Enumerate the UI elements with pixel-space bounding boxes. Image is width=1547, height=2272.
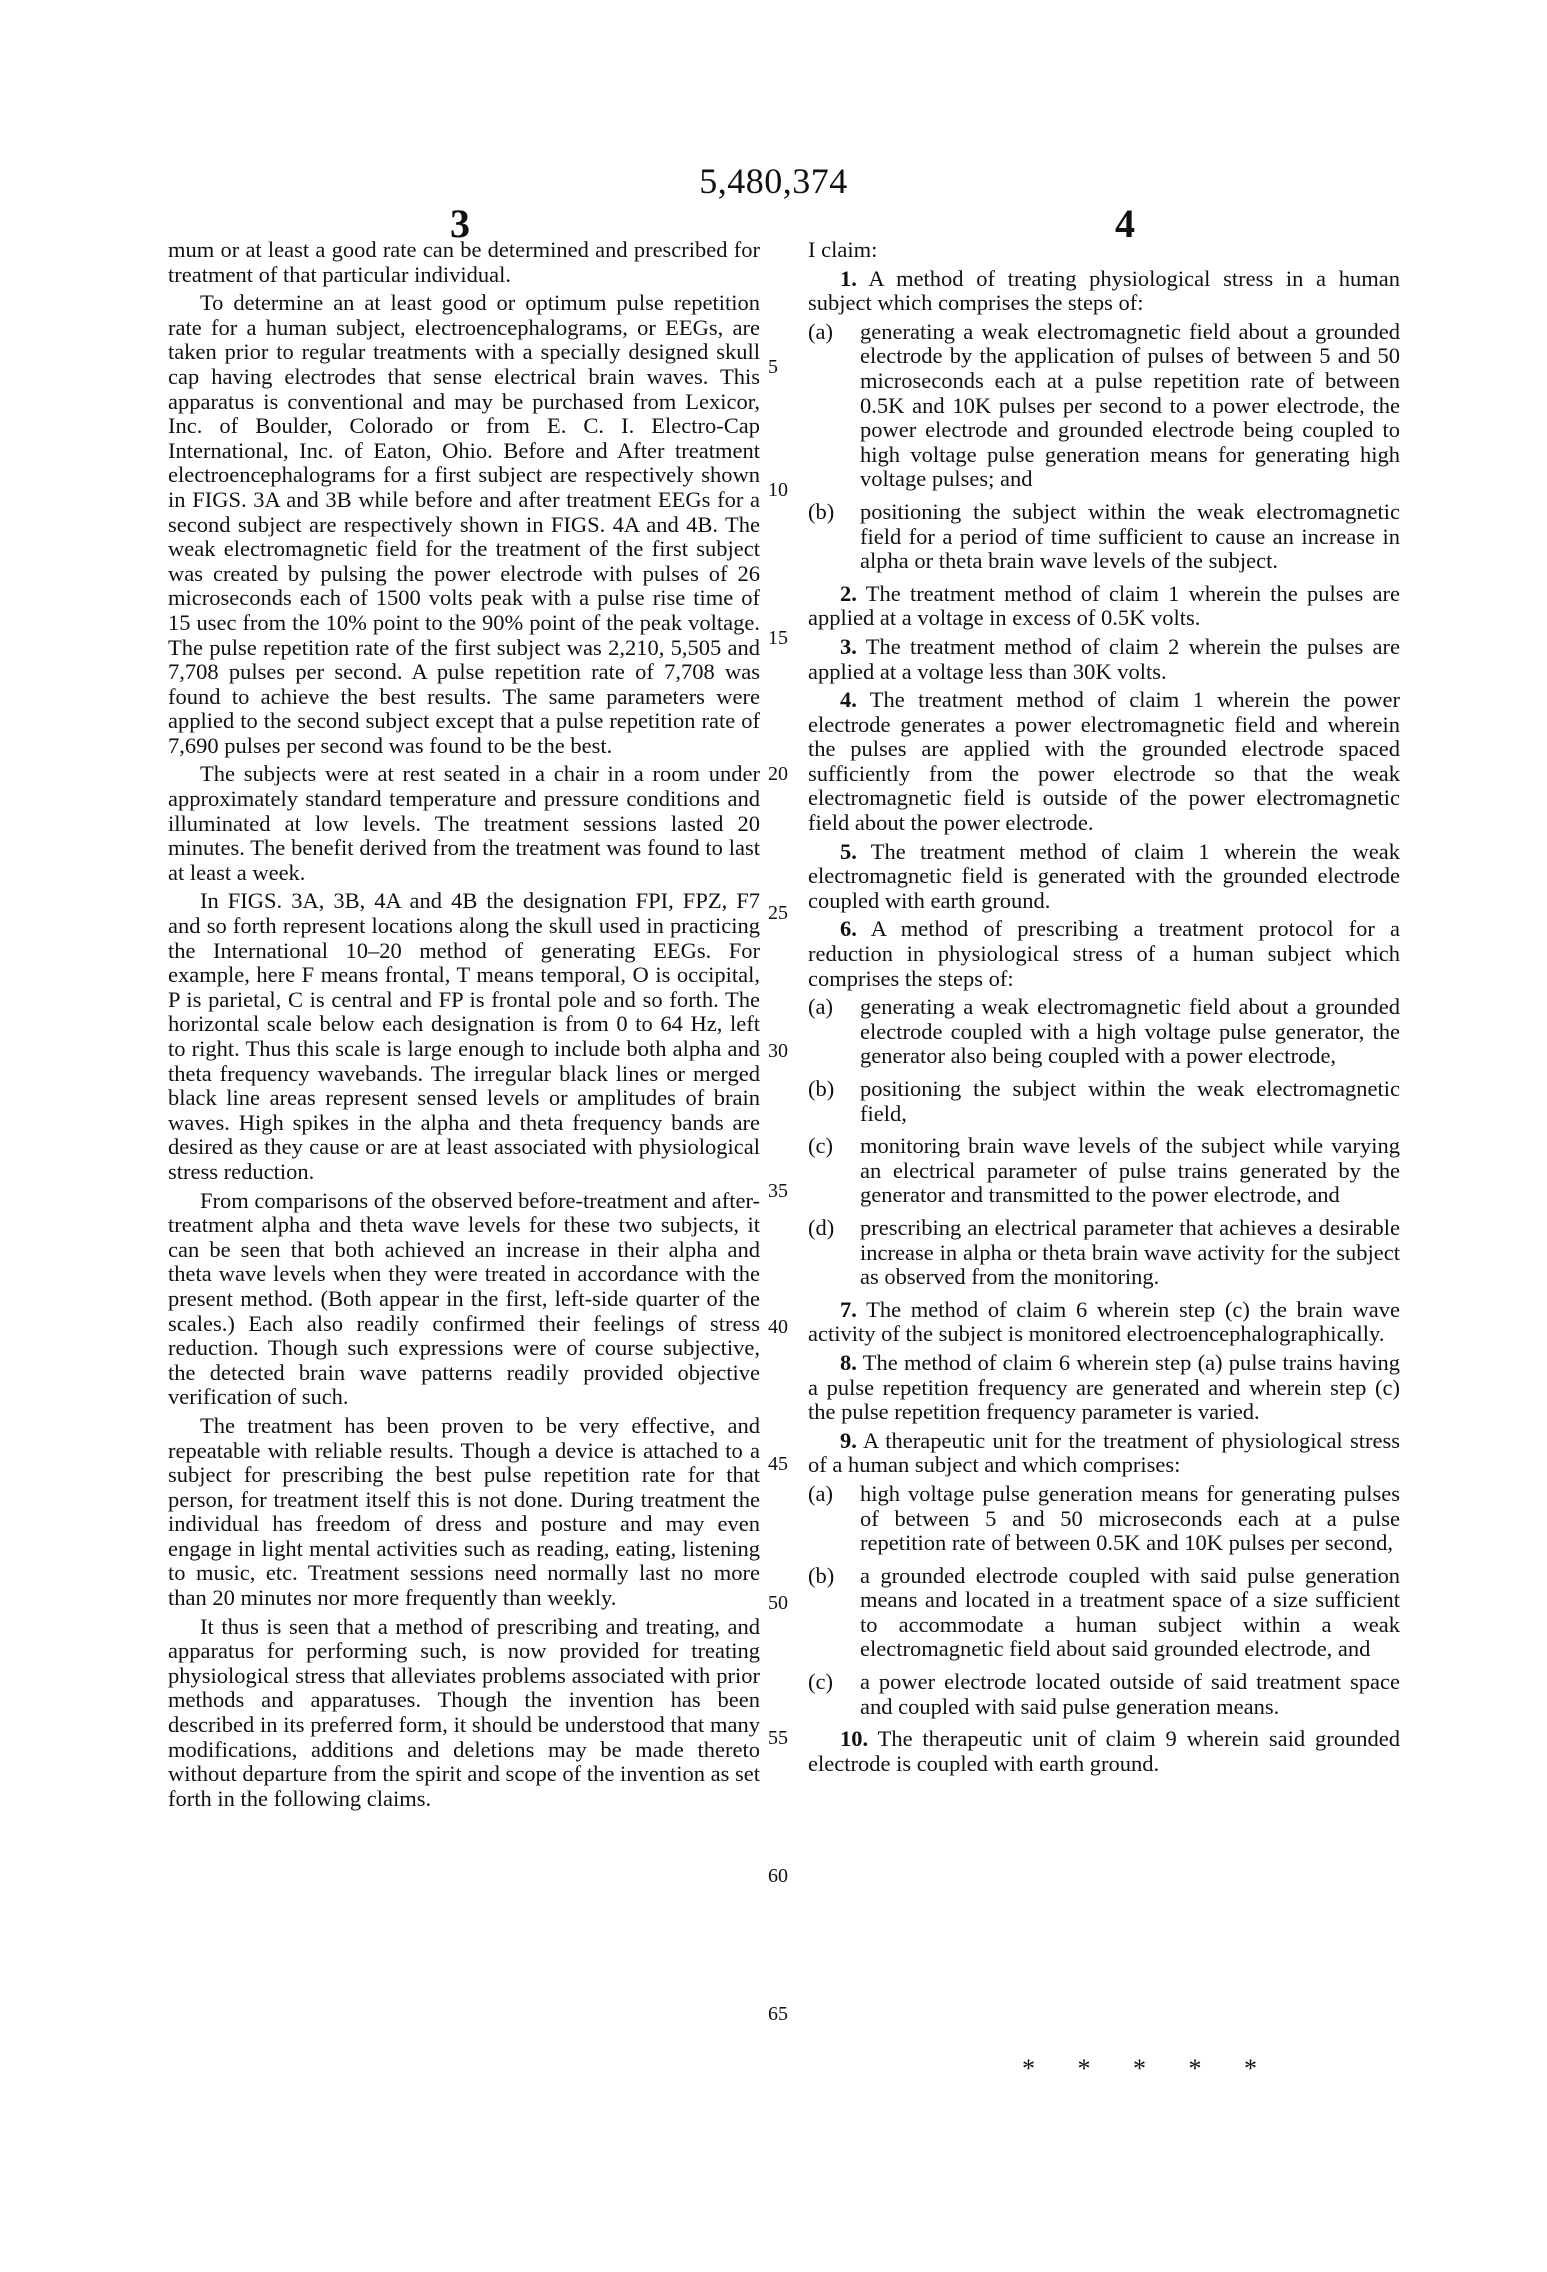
patent-number: 5,480,374	[699, 161, 848, 201]
claim-step	[808, 1482, 1400, 1556]
claim	[808, 267, 1400, 316]
claims-intro: I claim:	[808, 237, 878, 262]
line-number: 45	[768, 1453, 788, 1475]
line-number: 25	[768, 902, 788, 924]
step-text: generating a weak electromagnetic field about a grounded electrode by the application of pulses of between 5 and 50 microseconds each at a pulse repetition rate of between 0.5K and 10K pulses per second to a power electrode, the power electrode and grounded electrode being coupled to high voltage pulse generation means for generating high voltage pulses; and	[860, 318, 1400, 492]
line-number: 65	[768, 2003, 788, 2025]
paragraph: The subjects were at rest seated in a chair in a room under approximately standard temperature and pressure conditions and illuminated at low levels. The treatment sessions lasted 20 minutes. The benefit derived from the treatment was found to last at least a week.	[168, 761, 760, 885]
paragraph: It thus is seen that a method of prescribing and treating, and apparatus for performing such, is now provided for treating physiological stress that alleviates problems associated with prior methods and apparatuses. Though the invention has been described in its preferred form, it should be understood that many modifications, additions and deletions may be made thereto without departure from the spirit and scope of the invention as set forth in the following claims.	[168, 1613, 760, 1811]
claim-text: The method of claim 6 wherein step (c) the brain wave activity of the subject is monitored electroencephalographically.	[808, 1296, 1400, 1347]
step-text: a grounded electrode coupled with said pulse generation means and located in a treatment space of a size sufficient to accommodate a human subject within a weak electromagnetic field about said grounded electrode, and	[860, 1562, 1400, 1662]
claim	[808, 582, 1400, 631]
line-number: 55	[768, 1727, 788, 1749]
paragraph: The treatment has been proven to be very effective, and repeatable with reliable results. Though a device is attached to a subject for prescribing the best pulse repetition rate for that person, for treatment itself this is not done. During treatment the individual has freedom of dress and posture and may even engage in light mental activities such as reading, eating, listening to music, etc. Treatment sessions need normally last no more than 20 minutes nor more frequently than weekly.	[168, 1412, 760, 1611]
step-label: (b)	[808, 1076, 835, 1101]
step-text: prescribing an electrical parameter that achieves a desirable increase in alpha or theta brain wave activity for the subject as observed from the monitoring.	[860, 1214, 1400, 1290]
claim-number: 10.	[840, 1726, 869, 1752]
claim-number: 3.	[840, 633, 857, 659]
step-text: a power electrode located outside of said treatment space and coupled with said pulse generation means.	[860, 1669, 1400, 1719]
claim-text: The treatment method of claim 1 wherein the pulses are applied at a voltage in excess of 0.5K volts.	[808, 580, 1400, 631]
claim-step	[808, 995, 1400, 1069]
line-number: 30	[768, 1040, 788, 1062]
claim-step	[808, 1077, 1400, 1126]
paragraph: In FIGS. 3A, 3B, 4A and 4B the designation FPI, FPZ, F7 and so forth represent locations along the skull used in practicing the International 10–20 method of generating EEGs. For example, here F means frontal, T means temporal, O is occipital, P is parietal, C is central and FP is frontal pole and so forth. The horizontal scale below each designation is from 0 to 64 Hz, left to right. Thus this scale is large enough to include both alpha and theta frequency wavebands. The irregular black lines or merged black line areas represent sensed levels or amplitudes of brain waves. High spikes in the alpha and theta frequency bands are desired as they cause or are at least associated with physiological stress reduction.	[168, 888, 760, 1184]
column-number-left: 3	[450, 201, 470, 246]
line-number: 35	[768, 1180, 788, 1202]
step-label: (a)	[808, 1480, 833, 1506]
claim-text: The therapeutic unit of claim 9 wherein said grounded electrode is coupled with earth ground.	[808, 1726, 1400, 1776]
step-text: positioning the subject within the weak electromagnetic field for a period of time sufficient to cause an increase in alpha or theta brain wave levels of the subject.	[860, 498, 1400, 574]
claim-step	[808, 500, 1400, 574]
claim-step	[808, 1670, 1400, 1719]
claim	[808, 1429, 1400, 1478]
claim-number: 2.	[840, 580, 857, 606]
claim-step	[808, 1134, 1400, 1208]
claim-text: A method of treating physiological stress in a human subject which comprises the steps of:	[808, 265, 1400, 316]
claim-step	[808, 1564, 1400, 1662]
claim-number: 8.	[840, 1349, 857, 1375]
step-label: (a)	[808, 318, 833, 344]
line-number: 20	[768, 763, 788, 785]
claim-number: 5.	[840, 838, 857, 864]
claim	[808, 1351, 1400, 1425]
claim-text: A therapeutic unit for the treatment of physiological stress of a human subject and which comprises:	[808, 1427, 1400, 1478]
step-label: (c)	[808, 1669, 833, 1695]
claim	[808, 1727, 1400, 1776]
claim	[808, 635, 1400, 684]
line-number: 15	[768, 627, 788, 649]
paragraph: From comparisons of the observed before-treatment and after-treatment alpha and theta wave levels for these two subjects, it can be seen that both achieved an increase in their alpha and theta wave levels when they were treated in accordance with the present method. (Both appear in the first, left-side quarter of the scales.) Each also readily confirmed their feelings of stress reduction. Though such expressions were of course subjective, the detected brain wave patterns readily provided objective verification of such.	[168, 1187, 760, 1410]
right-column	[808, 238, 1400, 1780]
claim	[808, 1298, 1400, 1347]
claim-text: The treatment method of claim 1 wherein the weak electromagnetic field is generated with the grounded electrode coupled with earth ground.	[808, 838, 1400, 913]
line-number: 50	[768, 1592, 788, 1614]
claim-number: 1.	[840, 265, 857, 291]
paragraph: To determine an at least good or optimum pulse repetition rate for a human subject, electroencephalograms, or EEGs, are taken prior to regular treatments with a specially designed skull cap having electrodes that sense electrical brain waves. This apparatus is conventional and may be purchased from Lexicor, Inc. of Boulder, Colorado or from E. C. I. Electro-Cap International, Inc. of Eaton, Ohio. Before and After treatment electroencephalograms for a first subject are respectively shown in FIGS. 3A and 3B while before and after treatment EEGs for a second subject are respectively shown in FIGS. 4A and 4B. The weak electromagnetic field for the treatment of the first subject was created by pulsing the power electrode with pulses of 26 microseconds each of 1500 volts peak with a pulse rise time of 15 usec from the 10% point to the 90% point of the peak voltage. The pulse repetition rate of the first subject was 2,210, 5,505 and 7,708 pulses per second. A pulse repetition rate of 7,708 was found to achieve the best results. The same parameters were applied to the second subject except that a pulse repetition rate of 7,690 pulses per second was found to be the best.	[168, 290, 760, 758]
claim	[808, 688, 1400, 836]
claim-step	[808, 320, 1400, 492]
step-label: (c)	[808, 1133, 833, 1159]
claim-number: 9.	[840, 1427, 857, 1453]
left-column	[168, 238, 760, 1815]
paragraph: mum or at least a good rate can be determined and prescribed for treatment of that particular individual.	[168, 237, 760, 287]
step-text: monitoring brain wave levels of the subject while varying an electrical parameter of pulse trains generated by the generator and transmitted to the power electrode, and	[860, 1133, 1400, 1208]
claim-text: The method of claim 6 wherein step (a) pulse trains having a pulse repetition frequency are generated and wherein step (c) the pulse repetition frequency parameter is varied.	[808, 1349, 1400, 1425]
claim-number: 4.	[840, 687, 857, 713]
claim-text: A method of prescribing a treatment protocol for a reduction in physiological stress of a human subject which comprises the steps of:	[808, 916, 1400, 991]
claim-number: 6.	[840, 916, 857, 942]
step-label: (b)	[808, 498, 835, 524]
line-number: 60	[768, 1865, 788, 1887]
line-number: 10	[768, 479, 788, 501]
step-text: positioning the subject within the weak electromagnetic field,	[860, 1076, 1400, 1126]
claim	[808, 840, 1400, 914]
claim-number: 7.	[840, 1296, 857, 1322]
step-text: high voltage pulse generation means for generating pulses of between 5 and 50 microseconds each at a pulse repetition rate of between 0.5K and 10K pulses per second,	[860, 1480, 1400, 1556]
step-label: (b)	[808, 1562, 835, 1588]
column-number-right: 4	[1115, 201, 1135, 246]
step-label: (a)	[808, 994, 833, 1020]
claim-step	[808, 1216, 1400, 1290]
end-of-document-mark: * * * * *	[1022, 2054, 1275, 2083]
claim-text: The treatment method of claim 1 wherein the power electrode generates a power electromagnetic field and wherein the pulses are applied with the grounded electrode spaced sufficiently from the power electrode so that the weak electromagnetic field is outside of the power electromagnetic field about the power electrode.	[808, 687, 1400, 836]
line-number: 40	[768, 1316, 788, 1338]
step-label: (d)	[808, 1214, 835, 1240]
line-number: 5	[768, 356, 778, 378]
claim-text: The treatment method of claim 2 wherein the pulses are applied at a voltage less than 30K volts.	[808, 633, 1400, 684]
step-text: generating a weak electromagnetic field about a grounded electrode coupled with a high voltage pulse generator, the generator also being coupled with a power electrode,	[860, 994, 1400, 1069]
claim	[808, 917, 1400, 991]
